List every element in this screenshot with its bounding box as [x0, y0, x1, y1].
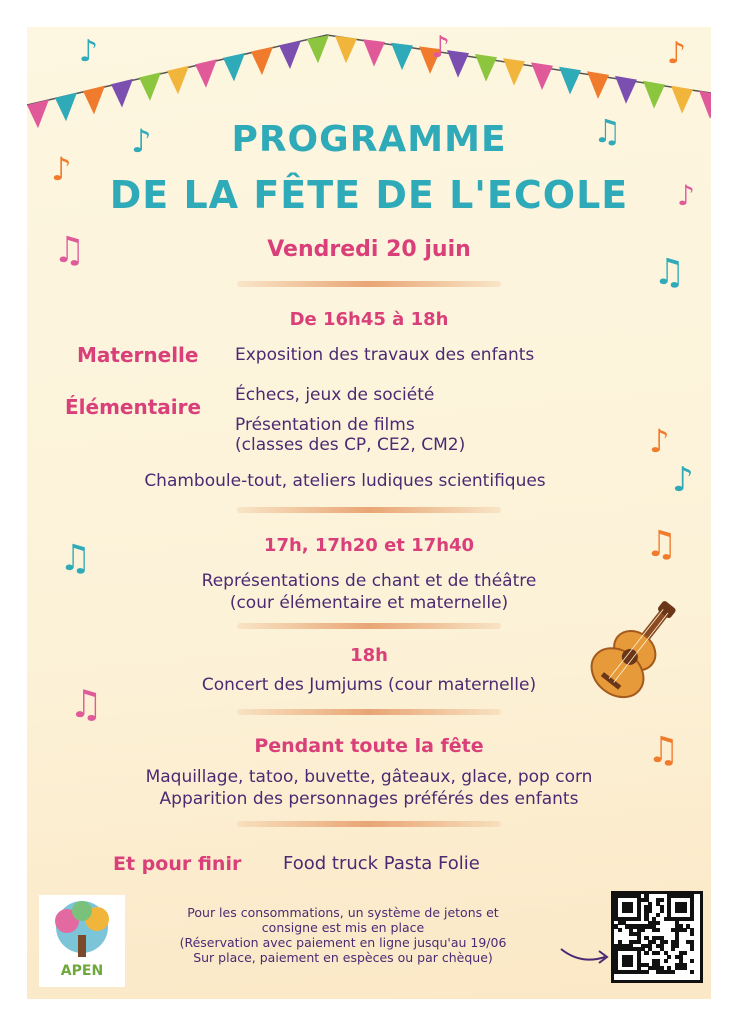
maternelle-label: Maternelle: [77, 343, 199, 367]
divider: [237, 623, 501, 629]
poster: [27, 27, 711, 999]
time-slot-1: De 16h45 à 18h: [289, 309, 449, 330]
time-slot-2: 17h, 17h20 et 17h40: [263, 535, 475, 556]
qr-module: [683, 951, 687, 955]
divider: [237, 821, 501, 827]
qr-module: [656, 913, 660, 917]
music-notes-icon: ♫: [69, 682, 104, 726]
all-day-heading: Pendant toute la fête: [254, 735, 484, 757]
bunting-flag: [615, 76, 637, 104]
maternelle-activity: Exposition des travaux des enfants: [235, 345, 535, 365]
time-slot-3: 18h: [350, 645, 388, 666]
qr-module: [618, 928, 622, 932]
elementaire-activity-3: (classes des CP, CE2, CM2): [235, 435, 466, 455]
bunting-flag: [335, 36, 357, 63]
qr-module: [664, 940, 668, 944]
bunting-flag: [503, 58, 525, 86]
music-note-icon: ♪: [51, 150, 72, 188]
bunting-flag: [223, 53, 245, 81]
bunting-flag: [251, 47, 273, 75]
qr-module: [660, 898, 664, 902]
bunting-flag: [559, 67, 581, 95]
music-note-icon: ♪: [667, 36, 687, 71]
music-note-icon: ♪: [131, 122, 152, 160]
divider: [237, 281, 501, 287]
concert-line: Concert des Jumjums (cour maternelle): [201, 675, 537, 695]
arrow-icon: [557, 939, 613, 969]
footer-line-1: Pour les consommations, un système de jetons et: [187, 905, 499, 920]
footer-line-3: (Réservation avec paiement en ligne jusqu'au 19/06: [179, 935, 507, 950]
footer-line-4: Sur place, paiement en espèces ou par chèque): [193, 950, 493, 965]
show-line-2: (cour élémentaire et maternelle): [229, 593, 509, 613]
qr-module: [690, 970, 694, 974]
bunting-flag: [447, 50, 469, 78]
event-date: Vendredi 20 juin: [267, 237, 471, 262]
elementaire-label: Élémentaire: [65, 395, 202, 419]
qr-module: [690, 932, 694, 936]
qr-module: [683, 928, 687, 932]
qr-module: [648, 909, 652, 913]
footer-text: [131, 905, 555, 965]
bunting-flag: [391, 43, 413, 70]
bunting-flag: [195, 59, 217, 88]
qr-module: [667, 955, 671, 959]
music-notes-icon: ♫: [53, 230, 86, 271]
music-notes-icon: ♫: [59, 538, 92, 579]
finale-label: Et pour finir: [113, 853, 242, 875]
poster-subtitle: DE LA FÊTE DE L'ECOLE: [109, 173, 629, 217]
music-note-icon: ♪: [649, 422, 670, 460]
all-day-line-2: Apparition des personnages préférés des enfants: [159, 789, 579, 809]
qr-module: [641, 928, 645, 932]
qr-module: [675, 944, 679, 948]
qr-module: [656, 951, 660, 955]
divider: [237, 507, 501, 513]
qr-module: [671, 970, 675, 974]
bunting-flag: [139, 72, 161, 101]
music-note-icon: ♪: [431, 30, 451, 65]
qr-code[interactable]: [611, 891, 703, 983]
qr-module: [644, 970, 648, 974]
music-note-icon: ♪: [677, 179, 695, 212]
bunting-flag: [167, 66, 189, 95]
music-notes-icon: ♫: [653, 252, 686, 293]
elementaire-activity-2: Présentation de films: [235, 415, 415, 435]
qr-module: [683, 966, 687, 970]
music-notes-icon: ♫: [645, 524, 678, 565]
qr-module: [664, 959, 668, 963]
extra-activities: Chamboule-tout, ateliers ludiques scientifiques: [144, 471, 546, 491]
qr-module: [629, 909, 633, 913]
finale-text: Food truck Pasta Folie: [283, 853, 480, 874]
bunting-flag: [699, 91, 711, 119]
bunting-flag: [643, 81, 665, 109]
divider: [237, 709, 501, 715]
bunting-flag: [279, 41, 301, 69]
music-notes-icon: ♫: [647, 730, 680, 771]
music-note-icon: ♪: [672, 460, 694, 500]
qr-module: [660, 909, 664, 913]
qr-module: [683, 909, 687, 913]
show-line-1: Représentations de chant et de théâtre: [201, 571, 537, 591]
poster-title: PROGRAMME: [231, 119, 507, 160]
qr-module: [644, 951, 648, 955]
qr-module: [690, 947, 694, 951]
qr-module: [656, 928, 660, 932]
bunting-flag: [587, 71, 609, 99]
bunting-flag: [671, 86, 693, 114]
qr-module: [656, 921, 660, 925]
footer-line-2: consigne est mis en place: [261, 920, 425, 935]
bunting-flag: [531, 62, 553, 90]
bunting-flag: [307, 35, 329, 63]
music-note-icon: ♪: [79, 34, 99, 69]
elementaire-activity-1: Échecs, jeux de société: [235, 385, 435, 405]
qr-module: [690, 917, 694, 921]
bunting-flag: [363, 39, 385, 66]
music-notes-icon: ♫: [593, 112, 622, 150]
bunting-flag: [55, 93, 77, 122]
all-day-line-1: Maquillage, tatoo, buvette, gâteaux, glace, pop corn: [145, 767, 593, 787]
bunting-flag: [83, 86, 105, 115]
qr-module: [671, 947, 675, 951]
qr-module: [629, 963, 633, 967]
bunting-flag: [111, 79, 133, 108]
qr-module: [637, 917, 641, 921]
apen-logo-text: APEN: [60, 963, 104, 979]
bunting-flag: [475, 54, 497, 82]
qr-module: [690, 959, 694, 963]
